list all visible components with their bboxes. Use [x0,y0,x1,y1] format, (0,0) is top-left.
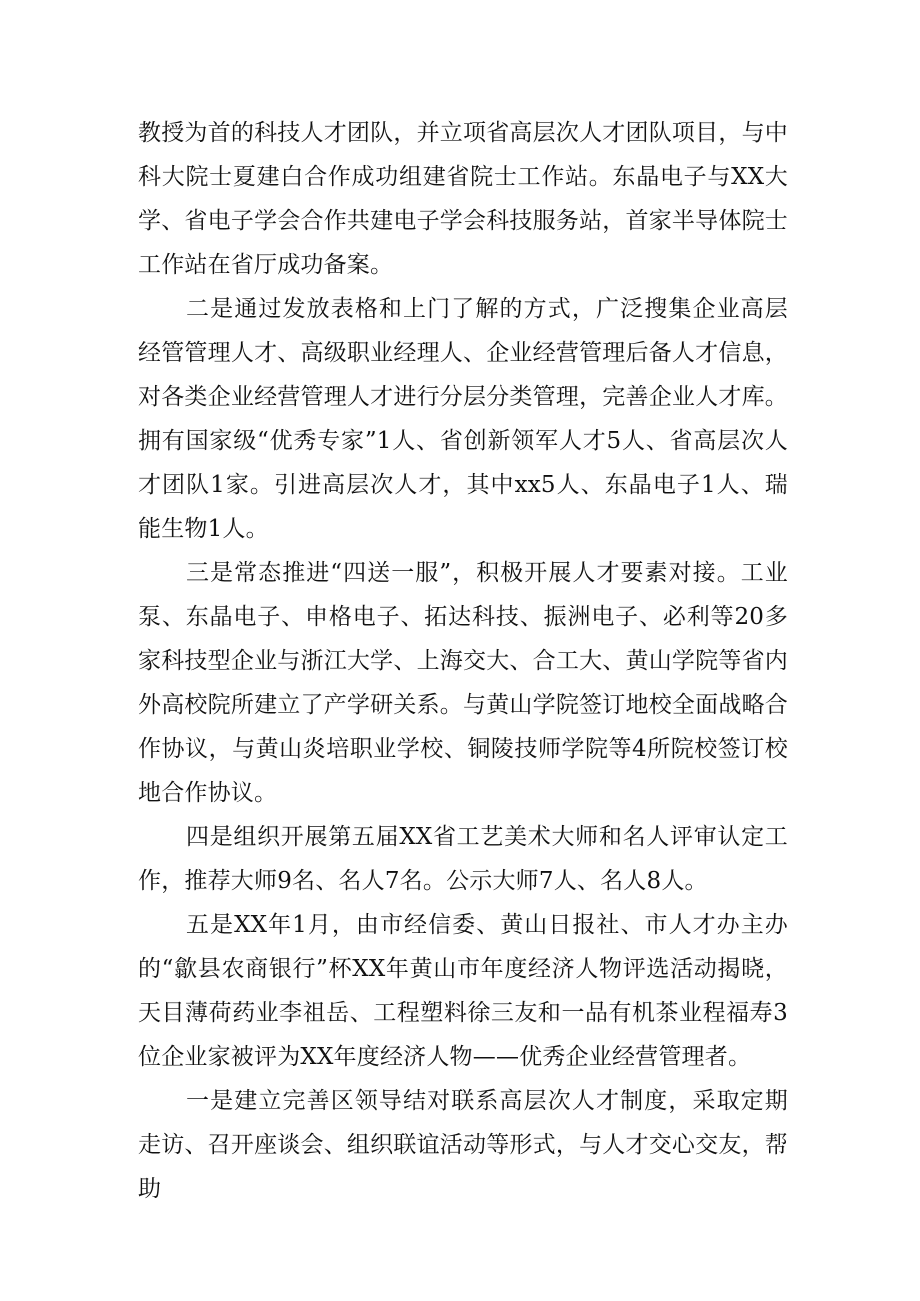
paragraph-point-three: 三是常态推进“四送一服”，积极开展人才要素对接。工业泵、东晶电子、申格电子、拓达科技、振洲电子、必利等20多家科技型企业与浙江大学、上海交大、合工大、黄山学院等省内外高校院所建立了产学研关系。与黄山学院签订地校全面战略合作协议，与黄山炎培职业学校、铜陵技师学院等4所院校签订校地合作协议。 [138,560,788,806]
paragraph-continuation: 教授为首的科技人才团队，并立项省高层次人才团队项目，与中科大院士夏建白合作成功组建省院士工作站。东晶电子与XX大学、省电子学会合作共建电子学会科技服务站，首家半导体院士工作站在省厅成功备案。 [138,120,788,278]
paragraph-point-four: 四是组织开展第五届XX省工艺美术大师和名人评审认定工作，推荐大师9名、名人7名。公示大师7人、名人8人。 [138,824,788,894]
paragraph-point-one-new-section: 一是建立完善区领导结对联系高层次人才制度，采取定期走访、召开座谈会、组织联谊活动等形式，与人才交心交友，帮助 [138,1088,788,1202]
document-body [138,111,788,1211]
paragraph-point-five: 五是XX年1月，由市经信委、黄山日报社、市人才办主办的“歙县农商银行”杯XX年黄山市年度经济人物评选活动揭晓，天目薄荷药业李祖岳、工程塑料徐三友和一品有机茶业程福寿3位企业家被评为XX年度经济人物——优秀企业经营管理者。 [138,912,788,1070]
paragraph-point-two: 二是通过发放表格和上门了解的方式，广泛搜集企业高层经管管理人才、高级职业经理人、企业经营管理后备人才信息，对各类企业经营管理人才进行分层分类管理，完善企业人才库。拥有国家级“优秀专家”1人、省创新领军人才5人、省高层次人才团队1家。引进高层次人才，其中xx5人、东晶电子1人、瑞能生物1人。 [138,296,788,542]
